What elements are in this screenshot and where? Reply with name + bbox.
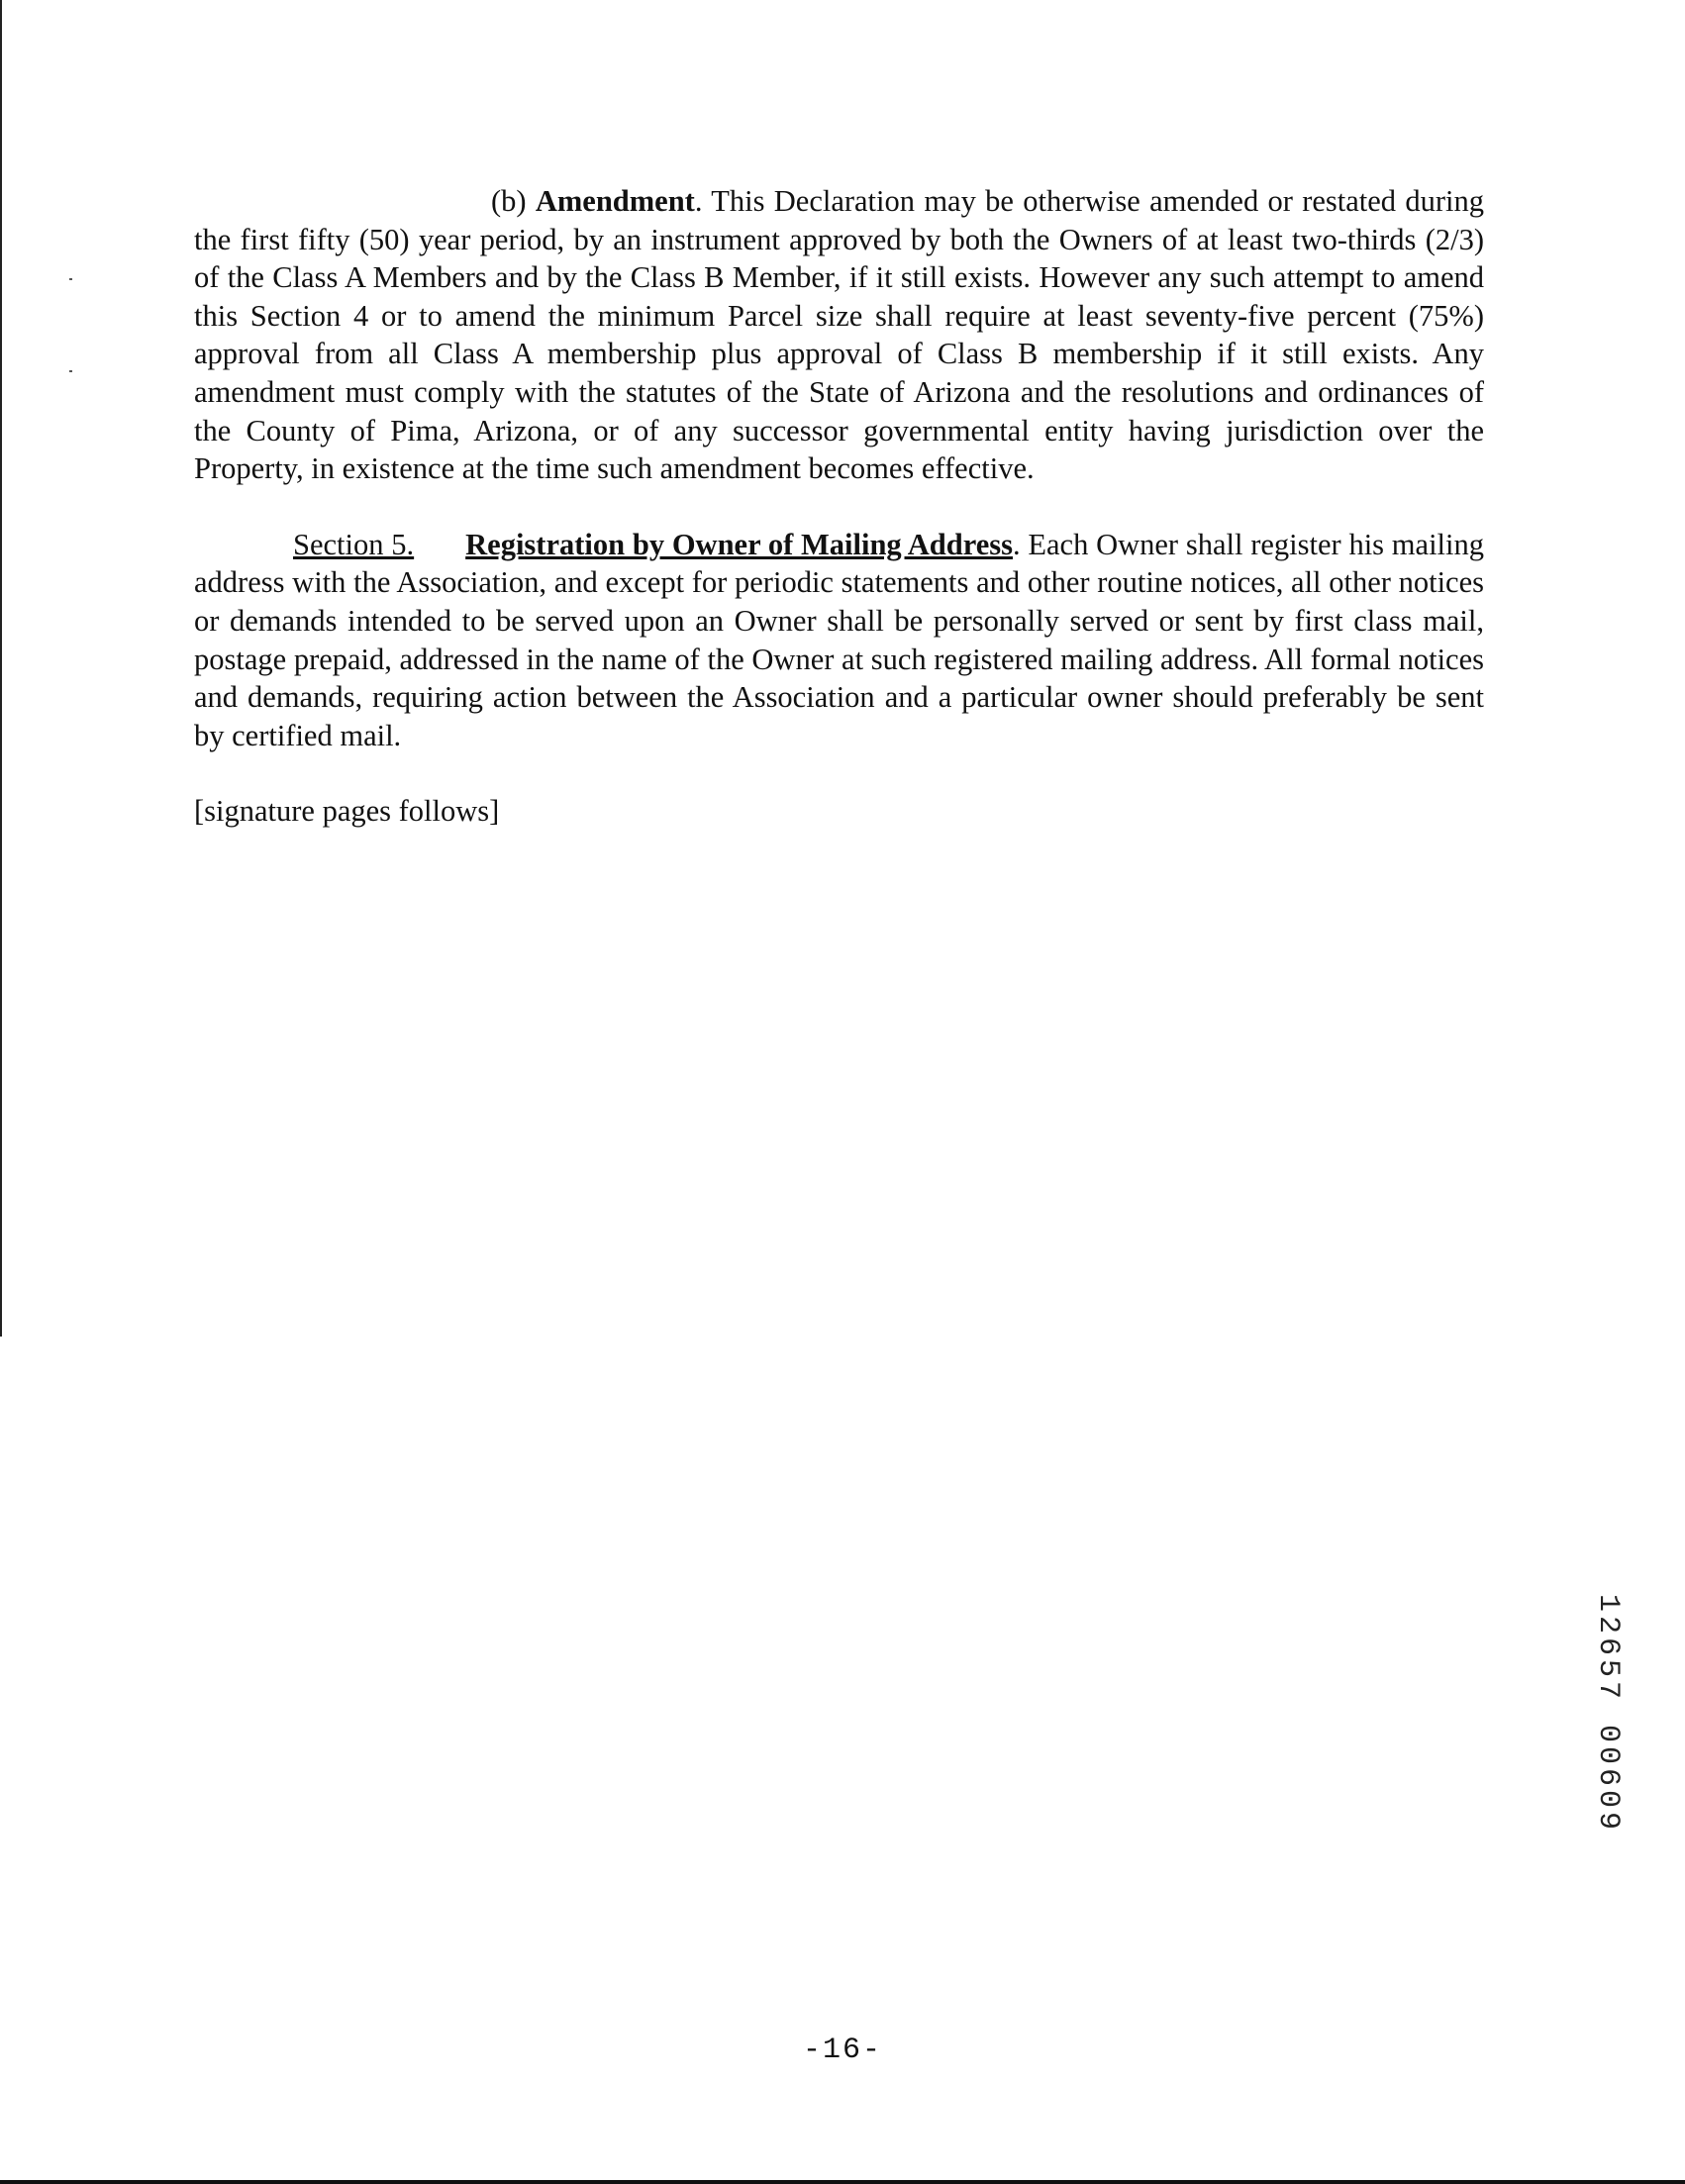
recording-digit: 0: [1591, 1789, 1625, 1808]
scan-left-edge: [0, 0, 2, 1337]
recording-number: [1582, 1592, 1641, 1832]
recording-digit: 7: [1591, 1680, 1625, 1699]
document-body: [194, 182, 1484, 868]
section-5-text: . Each Owner shall register his mailing address with the Association, and except for periodic statements and other routine notices, all other notices or demands intended to be served upon an Owner shall be personally served or sent by first class mail, postage prepaid, addressed in the name of the Owner at such registered mailing address. All formal notices and demands, requiring action between the Association and a particular owner should preferably be sent by certified mail.: [194, 527, 1484, 752]
recording-digit: 6: [1591, 1767, 1625, 1786]
recording-digit: 5: [1591, 1658, 1625, 1677]
recording-digit: 9: [1591, 1811, 1625, 1830]
page-number: -16-: [802, 2034, 882, 2067]
scan-speck: [69, 370, 72, 372]
signature-pages-note: [signature pages follows]: [194, 794, 500, 829]
amendment-text: . This Declaration may be otherwise amended or restated during the first fifty (50) year period, by an instrument approved by both the Owners of at least two-thirds (2/3) of the Class A Members and by the Class B Member, if it still exists. However any such attempt to amend this Section 4 or to amend the minimum Parcel size shall require at least seventy-five percent (75%) approval from all Class A membership plus approval of Class B membership if it still exists. Any amendment must comply with the statutes of the State of Arizona and the resolutions and ordinances of the County of Pima, Arizona, or of any successor governmental entity having jurisdiction over the Property, in existence at the time such amendment becomes effective.: [194, 184, 1484, 486]
recording-digit: 1: [1591, 1593, 1625, 1612]
recording-digit: 6: [1591, 1637, 1625, 1655]
scan-bottom-edge: [0, 2180, 1685, 2184]
section-5-paragraph: [194, 526, 1484, 755]
section-5-title: Registration by Owner of Mailing Address: [465, 527, 1013, 561]
amendment-prefix: (b): [491, 184, 536, 218]
recording-digit: 2: [1591, 1615, 1625, 1634]
section-5-number: Section 5.: [293, 527, 415, 561]
recording-digit: 0: [1591, 1745, 1625, 1764]
recording-digit: 0: [1591, 1724, 1625, 1742]
scan-speck: [69, 278, 72, 280]
amendment-paragraph: [194, 182, 1484, 488]
amendment-heading: Amendment: [535, 184, 695, 218]
